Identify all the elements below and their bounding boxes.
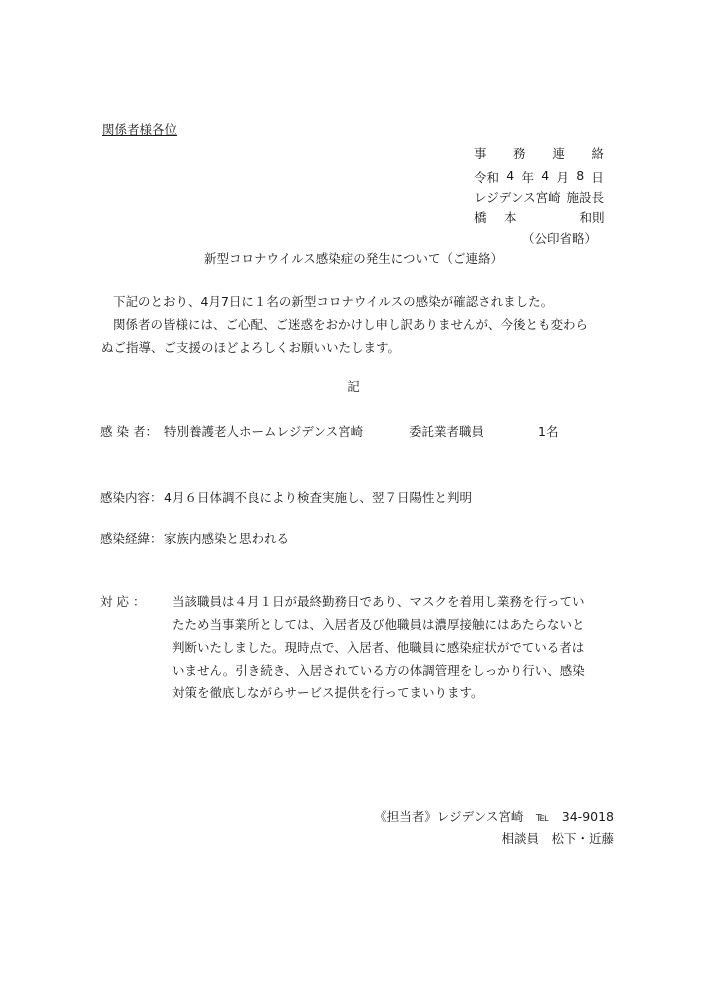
ki-heading: 記: [347, 379, 360, 394]
response-line: 対策を徹底しながらサービス提供を行ってまいります。: [172, 685, 484, 700]
details-label: 感染内容：: [100, 490, 163, 505]
infected-count: 1名: [538, 424, 559, 439]
facility-name: レジデンス宮崎: [474, 190, 561, 205]
header-name: [474, 208, 604, 226]
notice-type-char: 事: [474, 146, 487, 161]
notice-type-char: 連: [552, 146, 565, 161]
body-paragraph-line: 下記のとおり、4月7日に１名の新型コロナウイルスの感染が確認されました。: [113, 294, 554, 309]
infected-role: 委託業者職員: [409, 424, 485, 439]
response-label: 対 応 ：: [100, 594, 146, 609]
response-line: 判断いたしました。現時点で、入居者、他職員に感染症状がでている者は: [172, 640, 585, 655]
route-label: 感染経緯：: [100, 531, 163, 546]
infected-place: 特別養護老人ホームレジデンス宮崎: [164, 424, 364, 439]
name-char: 本: [504, 210, 517, 225]
name-char: 和: [579, 210, 592, 225]
date-token: 4: [541, 168, 550, 183]
notice-type-char: 務: [513, 146, 526, 161]
date-token: 年: [521, 170, 534, 185]
date-token: 8: [576, 168, 585, 183]
details-text: 4月６日体調不良により検査実施し、翌７日陽性と判明: [164, 490, 472, 505]
date-token: 日: [591, 170, 604, 185]
name-char: 橋: [474, 210, 487, 225]
body-paragraph-line: ぬご指導、ご支援のほどよろしくお願いいたします。: [101, 340, 401, 355]
header-facility: [474, 188, 604, 206]
response-line: 当該職員は４月１日が最終勤務日であり、マスクを着用し業務を行ってい: [172, 594, 585, 609]
header-date: [474, 168, 604, 186]
notice-type-text: [474, 144, 604, 162]
contact-person: 《担当者》レジデンス宮崎 ℡ 34-9018: [374, 809, 614, 824]
seal-note: （公印省略）: [521, 231, 597, 246]
addressee: 関係者様各位: [102, 122, 178, 137]
response-line: いません。引き続き、入居されている方の体調管理をしっかり行い、感染: [172, 663, 585, 678]
contact-staff: 相談員 松下・近藤: [501, 831, 614, 846]
route-text: 家族内感染と思われる: [164, 531, 290, 546]
notice-type-char: 絡: [591, 146, 604, 161]
infected-label: 感 染 者：: [100, 424, 158, 439]
date-token: 令和: [474, 170, 500, 185]
date-token: 月: [556, 170, 569, 185]
header-date-text: [474, 168, 604, 186]
document-title: 新型コロナウイルス感染症の発生について（ご連絡）: [203, 251, 503, 266]
facility-role: 施設長: [566, 190, 604, 205]
notice-type: [474, 144, 604, 162]
name-char: 則: [592, 210, 605, 225]
date-token: 4: [506, 168, 515, 183]
body-paragraph-line: 関係者の皆様には、ご心配、ご迷惑をおかけし申し訳ありませんが、今後とも変わら: [113, 317, 589, 332]
response-line: たため当事業所としては、入居者及び他職員は濃厚接触にはあたらないと: [172, 617, 585, 632]
